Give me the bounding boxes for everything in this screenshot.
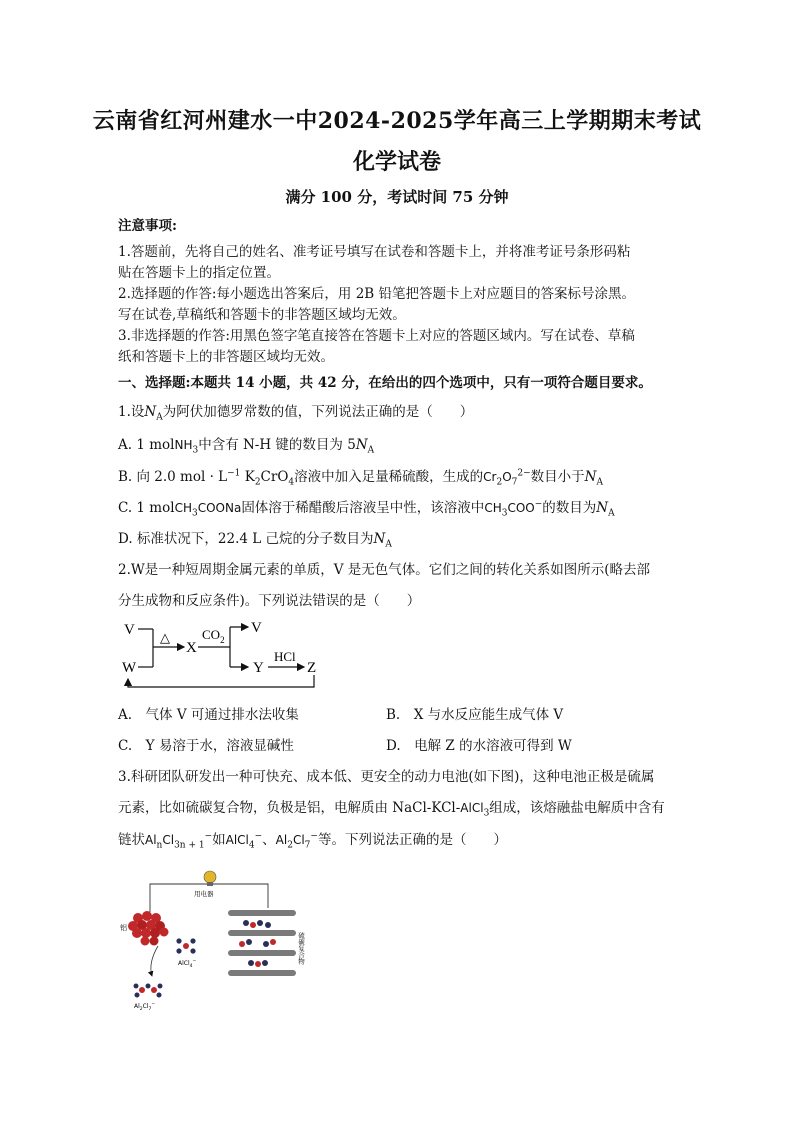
anode-label: 铝 xyxy=(120,924,127,932)
notice-heading: 注意事项: xyxy=(118,218,177,234)
diagram-co2-label: $CO_2$ xyxy=(202,627,225,645)
question-1-stem: 1.设$N_A$为阿伏加德罗常数的值，下列说法正确的是（ ） xyxy=(118,404,474,423)
diagram-hcl-label: HCl xyxy=(274,649,296,664)
question-1-option-a[interactable]: A. 1 molNH$_3$中含有 N-H 键的数目为 $5N_A$ xyxy=(118,437,375,456)
diagram-v-left: V xyxy=(124,622,135,638)
diagram-z: Z xyxy=(307,660,317,676)
diagram-y: Y xyxy=(253,660,264,676)
battery-figure xyxy=(118,868,318,1018)
reaction-arrow xyxy=(151,946,158,976)
question-2-option-a[interactable]: A. 气体 V 可通过排水法收集 xyxy=(118,707,299,723)
question-3-stem-line-2: 元素，比如硫碳复合物，负极是铝，电解质由 NaCl-KCl-AlCl$_3$组成，该熔融盐电解质中含有 xyxy=(118,800,665,819)
exam-title: 云南省红河州建水一中2024-2025学年高三上学期期末考试 xyxy=(92,108,702,134)
sulfur-carbon-cathode xyxy=(228,910,296,976)
question-2-stem-line-2: 分生成物和反应条件)。下列说法错误的是（ ） xyxy=(118,593,421,609)
alcl4-ion-icon xyxy=(176,938,195,953)
notice-line: 贴在答题卡上的指定位置。 xyxy=(118,265,280,281)
question-3-stem-line-3: 链状$Al_nCl_{3n + 1}^-$如AlCl$_4$−、$Al_2Cl_7^-$等。下列说法正确的是（ ） xyxy=(118,831,507,851)
diagram-v-right: V xyxy=(251,620,262,636)
section-heading: 一、选择题:本题共 14 小题，共 42 分，在给出的四个选项中，只有一项符合题目要求。 xyxy=(118,375,652,391)
question-2-option-d[interactable]: D. 电解 Z 的水溶液可得到 W xyxy=(386,738,572,754)
notice-line: 纸和答题卡上的非答题区域均无效。 xyxy=(118,349,334,365)
alcl4-label: AlCl$_4$− xyxy=(178,959,197,969)
conversion-diagram xyxy=(118,617,338,693)
subject-title: 化学试卷 xyxy=(352,149,441,175)
notice-line: 3.非选择题的作答:用黑色签字笔直接答在答题卡上对应的答题区域内。写在试卷、草稿 xyxy=(118,328,635,344)
cathode-label: 硫碳复合物 xyxy=(297,932,305,965)
aluminum-anode-cluster xyxy=(128,911,169,946)
al2cl7-label: $Al_2Cl_7^-$ xyxy=(134,1002,156,1012)
diagram-heat-symbol: △ xyxy=(160,630,170,645)
question-1-option-c[interactable]: C. 1 molCH$_3$COONa固体溶于稀醋酸后溶液呈中性，该溶液中$CH_3COO^-$的数目为$N_A$ xyxy=(118,499,615,519)
diagram-x: X xyxy=(186,640,197,656)
diagram-w-left: W xyxy=(122,660,137,676)
appliance-label: 用电器 xyxy=(194,890,214,898)
question-1-option-d[interactable]: D. 标准状况下，22.4 L 己烷的分子数目为$N_A$ xyxy=(118,531,392,550)
notice-line: 1.答题前，先将自己的姓名、准考证号填写在试卷和答题卡上，并将准考证号条形码粘 xyxy=(118,244,631,260)
question-2-option-b[interactable]: B. X 与水反应能生成气体 V xyxy=(386,707,564,723)
notice-line: 写在试卷,草稿纸和答题卡的非答题区域均无效。 xyxy=(118,307,406,323)
notice-line: 2.选择题的作答:每小题选出答案后，用 2B 铅笔把答题卡上对应题目的答案标号涂黑。 xyxy=(118,286,636,302)
question-3-stem-line-1: 3.科研团队研发出一种可快充、成本低、更安全的动力电池(如下图)，这种电池正极是硫属 xyxy=(118,769,655,785)
al2cl7-ion-icon xyxy=(134,984,163,998)
question-2-option-c[interactable]: C. Y 易溶于水，溶液显碱性 xyxy=(118,738,294,754)
question-1-option-b[interactable]: B. 向 2.0 mol · $L^{-1}$ $K_2CrO_4$溶液中加入足量稀硫酸，生成的$Cr_2O_7^{2-}$数目小于$N_A$ xyxy=(118,468,603,488)
question-2-stem-line-1: 2.W是一种短周期金属元素的单质，V 是无色气体。它们之间的转化关系如图所示(略去部 xyxy=(118,562,651,578)
score-info: 满分 100 分，考试时间 75 分钟 xyxy=(285,188,509,206)
